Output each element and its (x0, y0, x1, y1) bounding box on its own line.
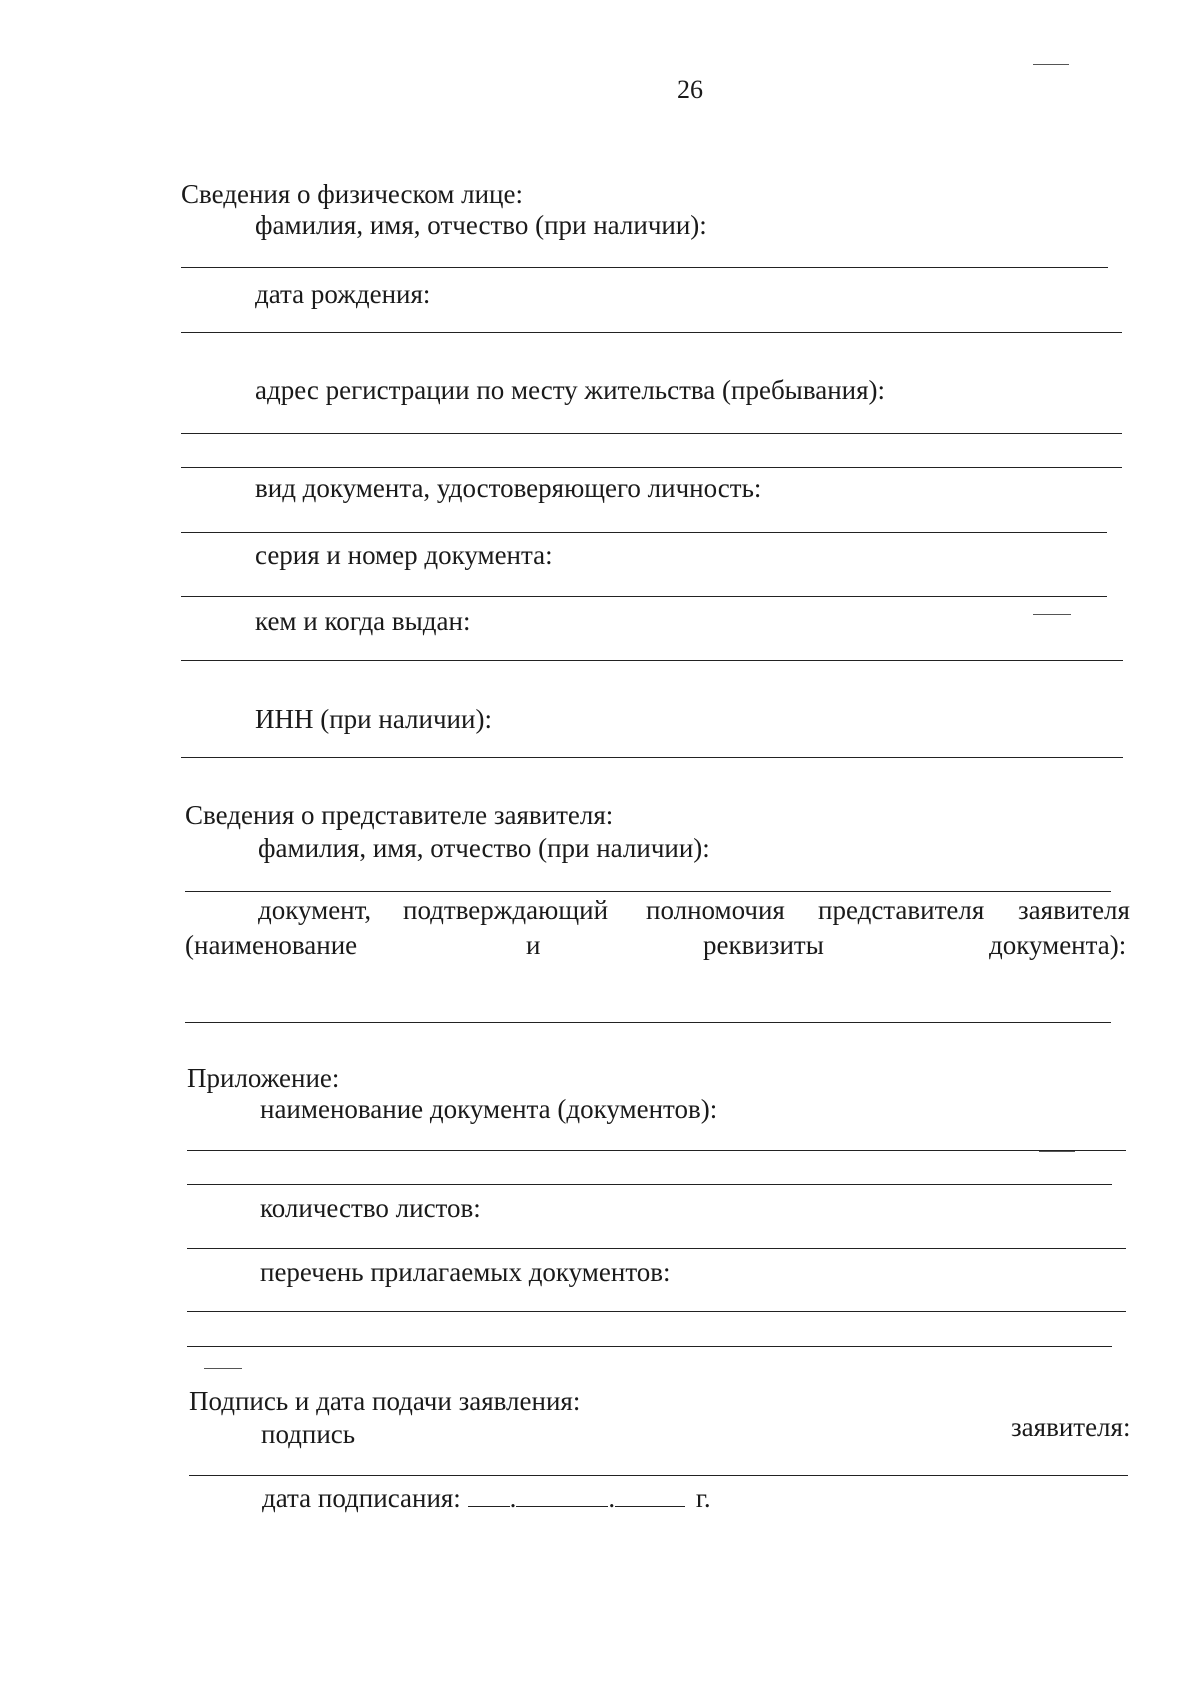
doc-series-number-label: серия и номер документа: (255, 540, 553, 570)
full-name-field-line[interactable] (181, 267, 1108, 268)
sheet-count-label: количество листов: (260, 1193, 481, 1223)
full-name-label: фамилия, имя, отчество (при наличии): (255, 210, 707, 240)
scan-mark (1033, 64, 1069, 65)
authority-doc-label-word: и (526, 930, 541, 960)
date-separator: . (608, 1483, 616, 1513)
birth-date-label: дата рождения: (255, 279, 431, 309)
address-field-line-2[interactable] (181, 467, 1122, 468)
signature-field-line[interactable] (189, 1475, 1128, 1476)
attachment-doc-name-field-line-1[interactable] (187, 1150, 1126, 1151)
authority-doc-label-word: полномочия (646, 895, 785, 925)
inn-label: ИНН (при наличии): (255, 704, 492, 734)
authority-doc-label-word: подтверждающий (403, 895, 609, 925)
representative-full-name-label: фамилия, имя, отчество (при наличии): (258, 833, 710, 863)
attached-docs-list-label: перечень прилагаемых документов: (260, 1257, 671, 1287)
authority-doc-label-word: (наименование (185, 930, 358, 960)
year-suffix: г. (695, 1483, 711, 1513)
signature-label-left: подпись (261, 1419, 356, 1449)
signature-label-right: заявителя: (1011, 1412, 1131, 1442)
signing-date-row (262, 1482, 711, 1514)
authority-doc-label-word: документа): (989, 930, 1127, 960)
date-year-blank[interactable] (615, 1484, 685, 1507)
section-heading-representative: Сведения о представителе заявителя: (185, 800, 614, 830)
inn-field-line[interactable] (181, 757, 1123, 758)
attached-docs-list-field-line-2[interactable] (187, 1346, 1112, 1347)
authority-doc-label-word: заявителя (1018, 895, 1130, 925)
page-number: 26 (677, 75, 703, 104)
birth-date-field-line[interactable] (181, 332, 1122, 333)
section-heading-individual: Сведения о физическом лице: (181, 179, 523, 209)
representative-full-name-field-line[interactable] (185, 891, 1111, 892)
issued-by-field-line[interactable] (181, 660, 1123, 661)
attached-docs-list-field-line-1[interactable] (187, 1311, 1126, 1312)
scan-mark (204, 1368, 242, 1369)
signing-date-label: дата подписания: (262, 1483, 461, 1513)
date-month-blank[interactable] (516, 1484, 608, 1507)
id-doc-type-label: вид документа, удостоверяющего личность: (255, 473, 762, 503)
issued-by-label: кем и когда выдан: (255, 606, 471, 636)
sheet-count-field-line[interactable] (187, 1248, 1126, 1249)
doc-series-number-field-line[interactable] (181, 596, 1107, 597)
authority-doc-label-word: реквизиты (703, 930, 824, 960)
authority-doc-field-line[interactable] (185, 1022, 1111, 1023)
address-label: адрес регистрации по месту жительства (пребывания): (255, 375, 886, 405)
date-day-blank[interactable] (468, 1484, 510, 1507)
attachment-doc-name-field-line-2[interactable] (187, 1184, 1112, 1185)
id-doc-type-field-line[interactable] (181, 532, 1107, 533)
authority-doc-label-word: документ, (258, 895, 372, 925)
address-field-line-1[interactable] (181, 433, 1122, 434)
scan-mark (1033, 614, 1071, 615)
authority-doc-label-word: представителя (818, 895, 985, 925)
section-heading-attachment: Приложение: (187, 1063, 340, 1093)
attachment-doc-name-label: наименование документа (документов): (260, 1094, 718, 1124)
date-separator: . (509, 1483, 517, 1513)
section-heading-signature: Подпись и дата подачи заявления: (189, 1386, 581, 1416)
scan-mark (1039, 1151, 1075, 1152)
